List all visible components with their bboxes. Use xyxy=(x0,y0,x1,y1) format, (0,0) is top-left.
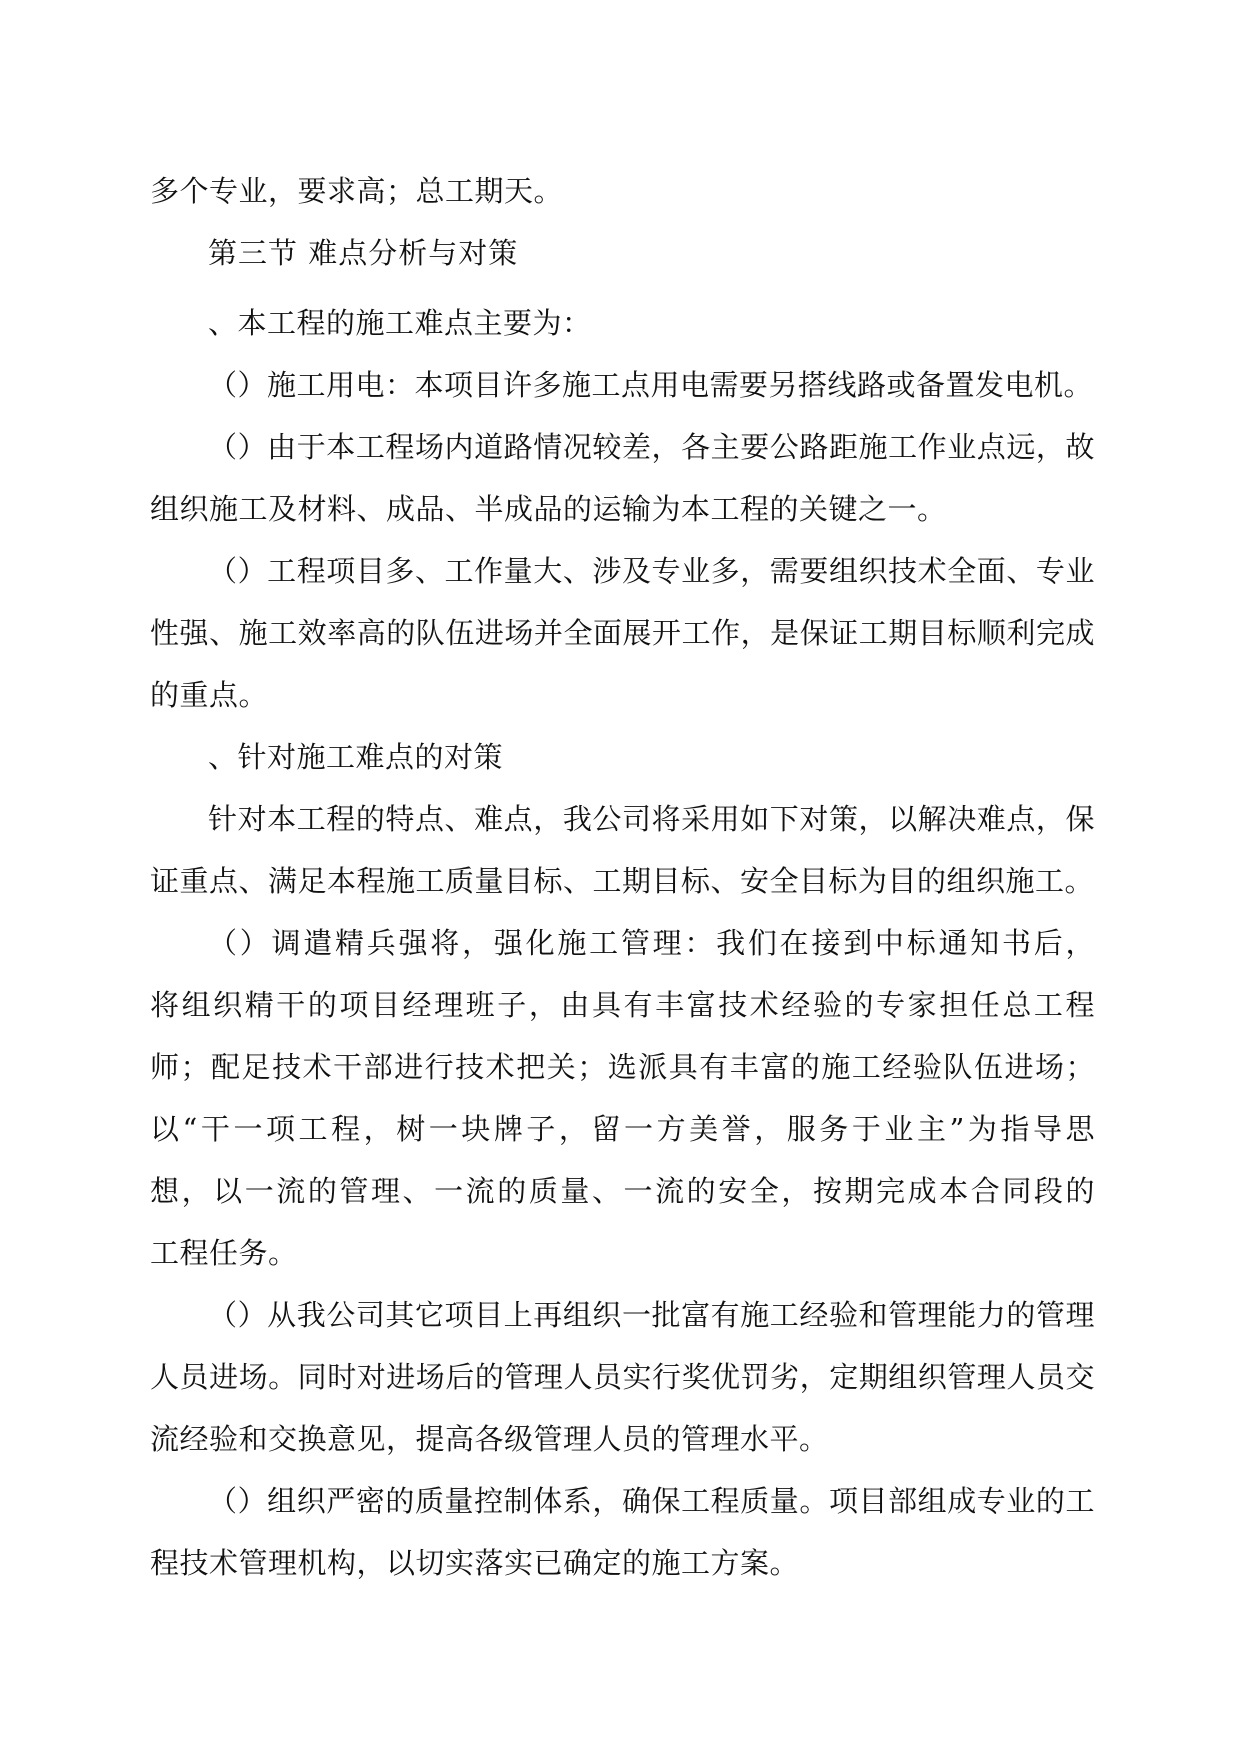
text-line: （）由于本工程场内道路情况较差，各主要公路距施工作业点远，故 xyxy=(208,430,1095,464)
text-line: 以“干一项工程，树一块牌子，留一方美誉，服务于业主”为指导思 xyxy=(150,1112,1095,1146)
text-line: （）调遣精兵强将，强化施工管理：我们在接到中标通知书后， xyxy=(208,926,1095,960)
subsection-heading: 、针对施工难点的对策 xyxy=(208,740,504,774)
text-line: （）工程项目多、工作量大、涉及专业多，需要组织技术全面、专业 xyxy=(208,554,1095,588)
text-line: （）施工用电：本项目许多施工点用电需要另搭线路或备置发电机。 xyxy=(208,368,1094,402)
subsection-heading: 、本工程的施工难点主要为： xyxy=(208,306,592,340)
text-line: 人员进场。同时对进场后的管理人员实行奖优罚劣，定期组织管理人员交 xyxy=(150,1360,1095,1394)
text-line: 师；配足技术干部进行技术把关；选派具有丰富的施工经验队伍进场； xyxy=(150,1050,1095,1084)
text-line: 将组织精干的项目经理班子，由具有丰富技术经验的专家担任总工程 xyxy=(150,988,1095,1022)
text-line: 工程任务。 xyxy=(150,1236,298,1270)
text-line: 针对本工程的特点、难点，我公司将采用如下对策，以解决难点，保 xyxy=(208,802,1095,836)
text-line: 的重点。 xyxy=(150,678,269,712)
text-line: （）组织严密的质量控制体系，确保工程质量。项目部组成专业的工 xyxy=(208,1484,1095,1518)
text-line: 证重点、满足本程施工质量目标、工期目标、安全目标为目的组织施工。 xyxy=(150,864,1095,898)
document-page xyxy=(150,160,1095,1594)
text-line: 组织施工及材料、成品、半成品的运输为本工程的关键之一。 xyxy=(150,492,947,526)
text-line: 多个专业，要求高；总工期天。 xyxy=(150,174,564,208)
text-line: 想，以一流的管理、一流的质量、一流的安全，按期完成本合同段的 xyxy=(150,1174,1095,1208)
text-line: （）从我公司其它项目上再组织一批富有施工经验和管理能力的管理 xyxy=(208,1298,1095,1332)
text-line: 性强、施工效率高的队伍进场并全面展开工作，是保证工期目标顺利完成 xyxy=(150,616,1095,650)
section-heading: 第三节 难点分析与对策 xyxy=(208,236,519,270)
text-line: 流经验和交换意见，提高各级管理人员的管理水平。 xyxy=(150,1422,829,1456)
text-line: 程技术管理机构，以切实落实已确定的施工方案。 xyxy=(150,1546,800,1580)
